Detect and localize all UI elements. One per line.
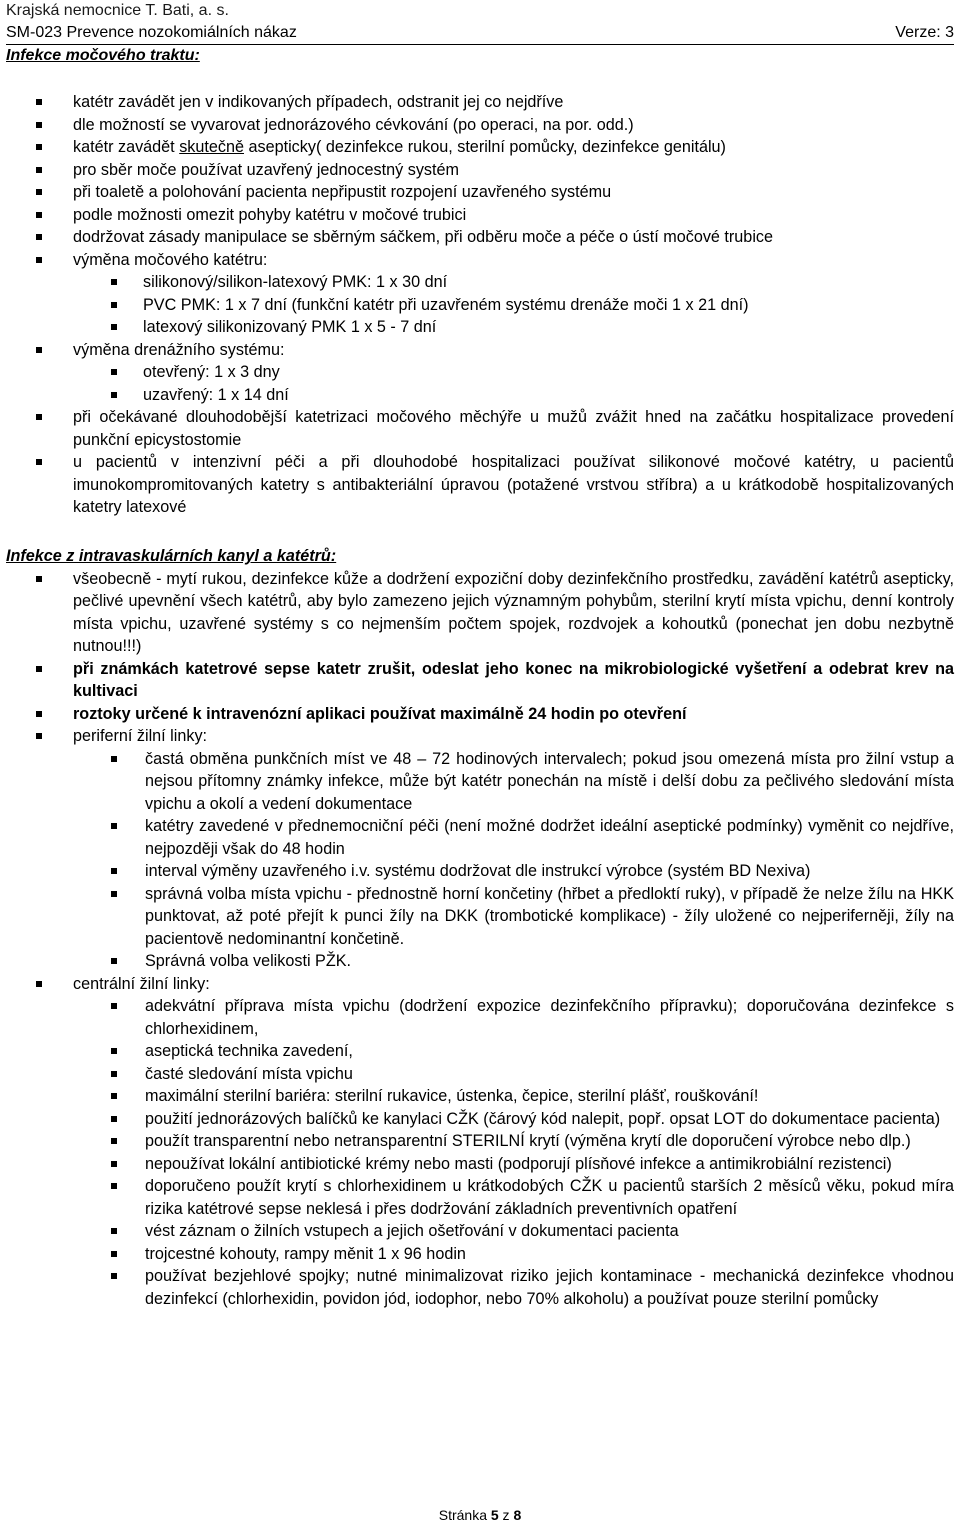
peripheral-list	[6, 748, 954, 973]
urinary-list	[6, 91, 954, 271]
list-item: výměna močového katétru:	[6, 249, 954, 272]
list-item: při známkách katetrové sepse katetr zrušit, odeslat jeho konec na mikrobiologické vyšetření a odebrat krev na kultivaci	[6, 658, 954, 703]
list-item: katétr zavádět jen v indikovaných případech, odstranit jej co nejdříve	[6, 91, 954, 114]
list-item: při očekávané dlouhodobější katetrizaci močového měchýře u mužů zvážit hned na začátku hospitalizace provedení punkční epicystostomie	[6, 406, 954, 451]
page-footer: Stránka 5 z 8	[438, 1507, 522, 1523]
list-item	[6, 973, 954, 1311]
doc-code: SM-023 Prevence nozokomiálních nákaz	[6, 24, 297, 41]
list-item: při toaletě a polohování pacienta nepřipustit rozpojení uzavřeného systému	[6, 181, 954, 204]
doc-line	[6, 22, 954, 45]
list-item: použít transparentní nebo netransparentní STERILNÍ krytí (výměna krytí dle doporučení výrobce nebo dlp.)	[73, 1130, 954, 1153]
section-urinary	[6, 91, 954, 519]
page-header	[6, 0, 954, 67]
section1-title: Infekce močového traktu:	[6, 47, 200, 64]
list-item: katétr zavádět skutečně asepticky( dezinfekce rukou, sterilní pomůcky, dezinfekce genitálu)	[6, 136, 954, 159]
section-intravascular	[6, 545, 954, 1310]
list-item: trojcestné kohouty, rampy měnit 1 x 96 hodin	[73, 1243, 954, 1266]
list-item: vést záznam o žilních vstupech a jejich ošetřování v dokumentaci pacienta	[73, 1220, 954, 1243]
peripheral-label: periferní žilní linky:	[73, 727, 208, 745]
list-item: nepoužívat lokální antibiotické krémy nebo masti (podporují plísňové infekce a antimikrobiální rezistenci)	[73, 1153, 954, 1176]
list-item: pro sběr moče používat uzavřený jednocestný systém	[6, 159, 954, 182]
list-item: častá obměna punkčních míst ve 48 – 72 hodinových intervalech; pokud jsou omezená místa pro žilní vstup a nejsou přítomny známky infekce, může být katétr ponechán na místě i delší dobu za pečlivého sledování místa vpichu a okolí a vedení dokumentace	[73, 748, 954, 816]
list-item: dodržovat zásady manipulace se sběrným sáčkem, při odběru moče a péče o ústí močové trubice	[6, 226, 954, 249]
list-item: podle možnosti omezit pohyby katétru v močové trubici	[6, 204, 954, 227]
catheter-change-list	[6, 271, 954, 339]
page-total: 8	[513, 1507, 522, 1523]
list-item	[6, 725, 954, 973]
central-list	[6, 995, 954, 1310]
list-item: latexový silikonizovaný PMK 1 x 5 - 7 dní	[6, 316, 954, 339]
list-item: adekvátní příprava místa vpichu (dodržení expozice dezinfekčního přípravku); doporučována dezinfekce s chlorhexidinem,	[73, 995, 954, 1040]
list-item: správná volba místa vpichu - přednostně horní končetiny (hřbet a předloktí ruky), v případě že nelze žílu na HKK punktovat, až poté přejít k punci žíly na DKK (trombotické komplikace) - žíly uložené co nejperiferněji, žíly na pacientově nedominantní končetině.	[73, 883, 954, 951]
list-item: roztoky určené k intravenózní aplikaci používat maximálně 24 hodin po otevření	[6, 703, 954, 726]
page-number: 5	[490, 1507, 499, 1523]
list-item: časté sledování místa vpichu	[73, 1063, 954, 1086]
list-item: katétry zavedené v přednemocniční péči (není možné dodržet ideální aseptické podmínky) vyměnit co nejdříve, nejpozději však do 48 hodin	[73, 815, 954, 860]
list-item: silikonový/silikon-latexový PMK: 1 x 30 dní	[6, 271, 954, 294]
list-item: všeobecně - mytí rukou, dezinfekce kůže a dodržení expoziční doby dezinfekčního prostředku, zavádění katétrů asepticky, pečlivé upevnění všech katétrů, aby bylo zamezeno jejich významným pohybům, sterilní krytí místa vpichu, denní kontroly místa vpichu, uzavřené systémy s co nejmenším počtem spojek, rozdvojek a kohoutků (ponechat jen dobu nezbytně nutnou!!!)	[6, 568, 954, 658]
list-item: u pacientů v intenzivní péči a při dlouhodobé hospitalizaci používat silikonové močové katétry, u pacientů imunokompromitovaných katetry s antibakteriální úpravou (potažené vrstvou stříbra) a u krátkodobě hospitalizovaných katetry latexové	[6, 451, 954, 519]
list-item: otevřený: 1 x 3 dny	[6, 361, 954, 384]
list-item: aseptická technika zavedení,	[73, 1040, 954, 1063]
list-item: dle možností se vyvarovat jednorázového cévkování (po operaci, na por. odd.)	[6, 114, 954, 137]
list-item: maximální sterilní bariéra: sterilní rukavice, ústenka, čepice, sterilní plášť, rouškování!	[73, 1085, 954, 1108]
list-item: Správná volba velikosti PŽK.	[73, 950, 954, 973]
list-item: používat bezjehlové spojky; nutné minimalizovat riziko jejich kontaminace - mechanická dezinfekce vhodnou dezinfekcí (chlorhexidin, povidon jód, iodophor, nebo 70% alkoholu) a používat pouze sterilní pomůcky	[73, 1265, 954, 1310]
intravascular-list	[6, 568, 954, 1311]
central-label: centrální žilní linky:	[73, 974, 210, 993]
list-item: výměna drenážního systému:	[6, 339, 954, 362]
list-item: PVC PMK: 1 x 7 dní (funkční katétr při uzavřeném systému drenáže moči 1 x 21 dní)	[6, 294, 954, 317]
list-item: doporučeno použít krytí s chlorhexidinem u krátkodobých CŽK u pacientů starších 2 měsíců věku, pokud míra rizika katétrové sepse neklesá i přes dodržování základních preventivních opatření	[73, 1175, 954, 1220]
drainage-change-list	[6, 361, 954, 406]
hospital-name: Krajská nemocnice T. Bati, a. s.	[6, 2, 229, 19]
list-item: interval výměny uzavřeného i.v. systému dodržovat dle instrukcí výrobce (systém BD Nexiva)	[73, 860, 954, 883]
doc-version: Verze: 3	[895, 24, 954, 41]
list-item: použití jednorázových balíčků ke kanylaci CŽK (čárový kód nalepit, popř. opsat LOT do dokumentace pacienta)	[73, 1108, 954, 1131]
list-item: uzavřený: 1 x 14 dní	[6, 384, 954, 407]
section2-title: Infekce z intravaskulárních kanyl a katétrů:	[6, 547, 337, 565]
